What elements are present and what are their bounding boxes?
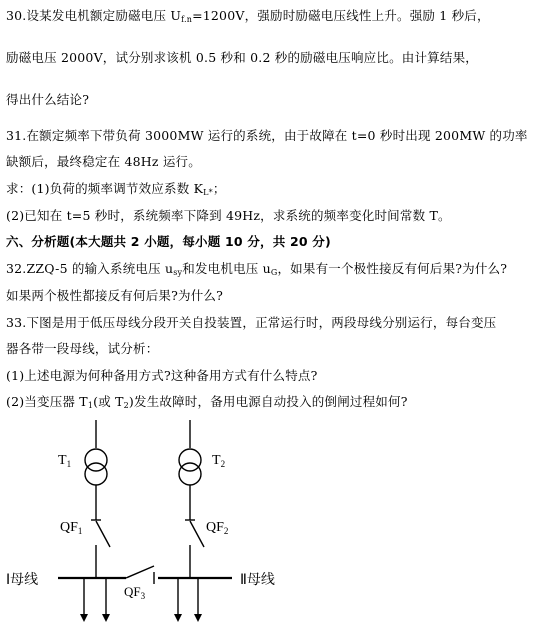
feeder-3-arrow xyxy=(174,614,182,622)
qf1-switch-blade xyxy=(96,521,110,547)
q31-line1: 31.在额定频率下带负荷 3000MW 运行的系统，由于故障在 t=0 秒时出现 200MW 的功率 xyxy=(6,128,528,143)
q33-line2: 器各带一段母线，试分析： xyxy=(6,341,159,356)
t2-label: $T_2$ xyxy=(212,453,226,469)
bus1-label: Ⅰ母线 xyxy=(6,572,39,588)
q31-line3: 求：(1)负荷的频率调节效应系数 $K_{L*}$； xyxy=(6,181,226,197)
t2-transformer-symbol xyxy=(179,449,201,485)
q33-line4: (2)当变压器 $T_1$(或 $T_2$)发生故障时，备用电源自动投入的倒闸过程如何? xyxy=(6,394,408,410)
q31-line4: (2)已知在 t=5 秒时，系统频率下降到 49Hz，求系统的频率变化时间常数 T。 xyxy=(6,208,451,223)
q32-line2: 如果两个极性都接反有何后果?为什么? xyxy=(6,288,224,303)
q30-line2: 励磁电压 2000V，试分别求该机 0.5 秒和 0.2 秒的励磁电压响应比。由计算结果， xyxy=(6,50,478,65)
qf2-switch-blade xyxy=(190,521,204,547)
q31-line2: 缺额后，最终稳定在 48Hz 运行。 xyxy=(6,154,201,169)
feeder-2-arrow xyxy=(102,614,110,622)
t1-label: $T_1$ xyxy=(58,453,72,469)
qf1-label: $QF_1$ xyxy=(60,520,83,536)
q33-line1: 33.下图是用于低压母线分段开关自投装置，正常运行时，两段母线分别运行，每台变压 xyxy=(6,315,497,330)
feeder-4-arrow xyxy=(194,614,202,622)
qf3-switch-blade xyxy=(126,566,154,578)
q30-line1: 30.设某发电机额定励磁电压 $U_{f.n}=1200V$，强励时励磁电压线性上升。强励 1 秒后， xyxy=(6,8,490,24)
t1-transformer-symbol xyxy=(85,449,107,485)
qf2-label: $QF_2$ xyxy=(206,520,229,536)
q32-line1: 32.ZZQ-5 的输入系统电压 $u_{sy}$和发电机电压 $u_G$，如果有一个极性接反有何后果?为什么? xyxy=(6,261,508,277)
section-heading: 六、分析题(本大题共 2 小题，每小题 10 分，共 20 分) xyxy=(6,234,331,249)
q30-line3: 得出什么结论? xyxy=(6,92,90,107)
q33-line3: (1)上述电源为何种备用方式?这种备用方式有什么特点? xyxy=(6,368,318,383)
feeder-1-arrow xyxy=(80,614,88,622)
bus2-label: Ⅱ母线 xyxy=(240,572,275,588)
bus-transfer-diagram xyxy=(0,398,546,632)
qf3-label: $QF_3$ xyxy=(124,584,146,601)
